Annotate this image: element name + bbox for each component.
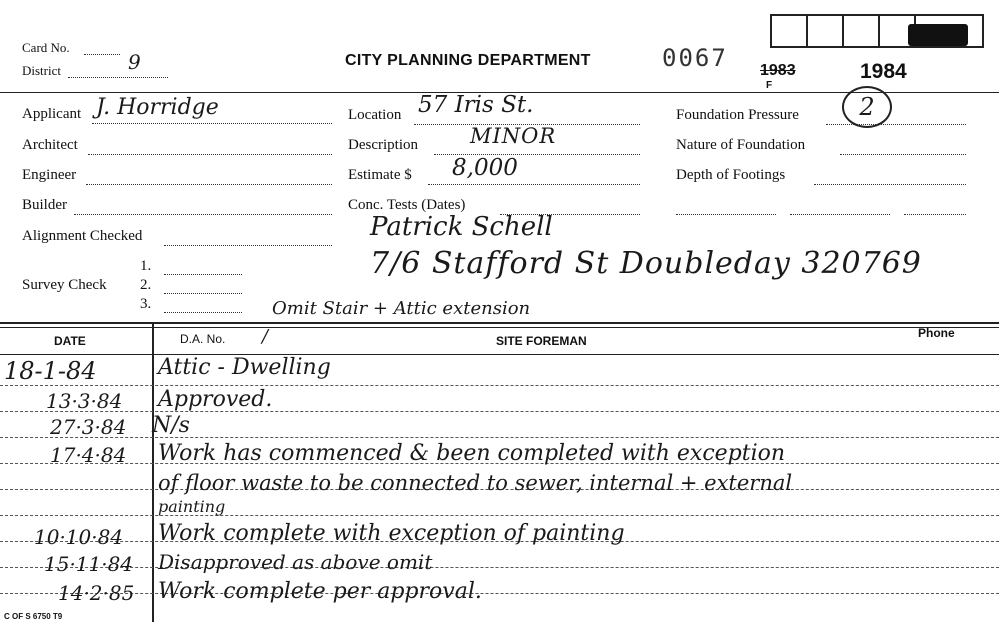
code-box-2 [806, 14, 844, 48]
log-text: Attic - Dwelling [158, 355, 331, 380]
code-box-5 [914, 14, 984, 48]
year-struck: 1983 [760, 62, 796, 79]
engineer-line [86, 184, 332, 185]
district-label: District [22, 63, 61, 78]
log-text: Approved. [158, 387, 273, 412]
serial-number: 0067 [662, 44, 728, 72]
conc-tests-label: Conc. Tests (Dates) [348, 197, 466, 213]
depth-footings-label: Depth of Footings [676, 167, 786, 183]
location-label: Location [348, 107, 402, 123]
log-date: 17·4·84 [50, 443, 127, 467]
site-foreman-header: SITE FOREMAN [496, 334, 587, 348]
year-stamp: 1984 [860, 60, 907, 83]
log-entry [0, 519, 999, 549]
applicant-value: J. Horridge [96, 95, 219, 120]
survey-num-1: 1. [140, 258, 152, 274]
engineer-label: Engineer [22, 167, 77, 183]
log-top-border-2 [0, 327, 999, 328]
department-title: CITY PLANNING DEPARTMENT [345, 52, 591, 69]
log-date: 10·10·84 [34, 525, 124, 549]
card-no-line [84, 54, 120, 55]
blank-line-c [904, 214, 966, 215]
code-box-1 [770, 14, 808, 48]
log-top-border [0, 322, 999, 324]
survey-line-3 [164, 312, 242, 313]
builder-line [74, 214, 332, 215]
survey-line-1 [164, 274, 242, 275]
form-code: C OF S 6750 T9 [4, 612, 63, 621]
survey-num-3: 3. [140, 296, 152, 312]
applicant-line [92, 123, 332, 124]
survey-line-2 [164, 293, 242, 294]
alignment-line [164, 245, 332, 246]
estimate-label: Estimate $ [348, 167, 412, 183]
log-entry [0, 355, 999, 385]
blank-line-b [790, 214, 890, 215]
alignment-label: Alignment Checked [22, 228, 143, 244]
phone-header: Phone [918, 326, 955, 340]
log-text: N/s [152, 413, 190, 438]
architect-label: Architect [22, 137, 78, 153]
log-text: Work complete with exception of painting [158, 521, 625, 546]
blank-line-a [676, 214, 776, 215]
da-no-header: D.A. No. [180, 332, 226, 346]
district-line [68, 77, 168, 78]
log-date: 18-1-84 [4, 357, 97, 385]
log-date: 27·3·84 [50, 415, 127, 439]
log-entry [0, 575, 999, 605]
location-value: 57 Iris St. [418, 92, 534, 118]
log-entry [0, 463, 999, 493]
applicant-label: Applicant [22, 106, 82, 122]
description-label: Description [348, 137, 418, 153]
log-date: 15·11·84 [44, 552, 134, 576]
omit-note: Omit Stair + Attic extension [272, 298, 531, 319]
log-text: of floor waste to be connected to sewer, internal + external [158, 471, 793, 495]
date-header: DATE [54, 334, 86, 348]
log-date: 13·3·84 [46, 389, 123, 413]
foundation-pressure-line [826, 124, 966, 125]
da-no-value: / [262, 326, 269, 347]
log-text: Work complete per approval. [158, 579, 482, 604]
foundation-pressure-label: Foundation Pressure [676, 107, 799, 123]
estimate-value: 8,000 [452, 155, 518, 181]
log-text: Work has commenced & been completed with exception [158, 441, 786, 466]
description-value: MINOR [470, 124, 557, 148]
estimate-line [428, 184, 640, 185]
foreman-name-note: Patrick Schell [370, 212, 553, 242]
depth-footings-line [814, 184, 966, 185]
nature-foundation-label: Nature of Foundation [676, 137, 806, 153]
log-entry [0, 548, 999, 578]
foreman-address-note: 7/6 Stafford St Doubleday 320769 [370, 246, 922, 281]
foundation-pressure-value: 2 [842, 86, 892, 128]
survey-label: Survey Check [22, 277, 107, 293]
log-text: painting [158, 497, 226, 516]
log-date: 14·2·85 [58, 581, 135, 605]
nature-foundation-line [840, 154, 966, 155]
builder-label: Builder [22, 197, 67, 213]
card-no-label: Card No. [22, 40, 70, 55]
architect-line [88, 154, 332, 155]
survey-num-2: 2. [140, 277, 152, 293]
redaction-mark [908, 24, 968, 46]
log-text: Disapproved as above omit [158, 550, 433, 574]
district-value: 9 [128, 50, 141, 74]
year-mark: F [766, 80, 773, 91]
code-box-3 [842, 14, 880, 48]
